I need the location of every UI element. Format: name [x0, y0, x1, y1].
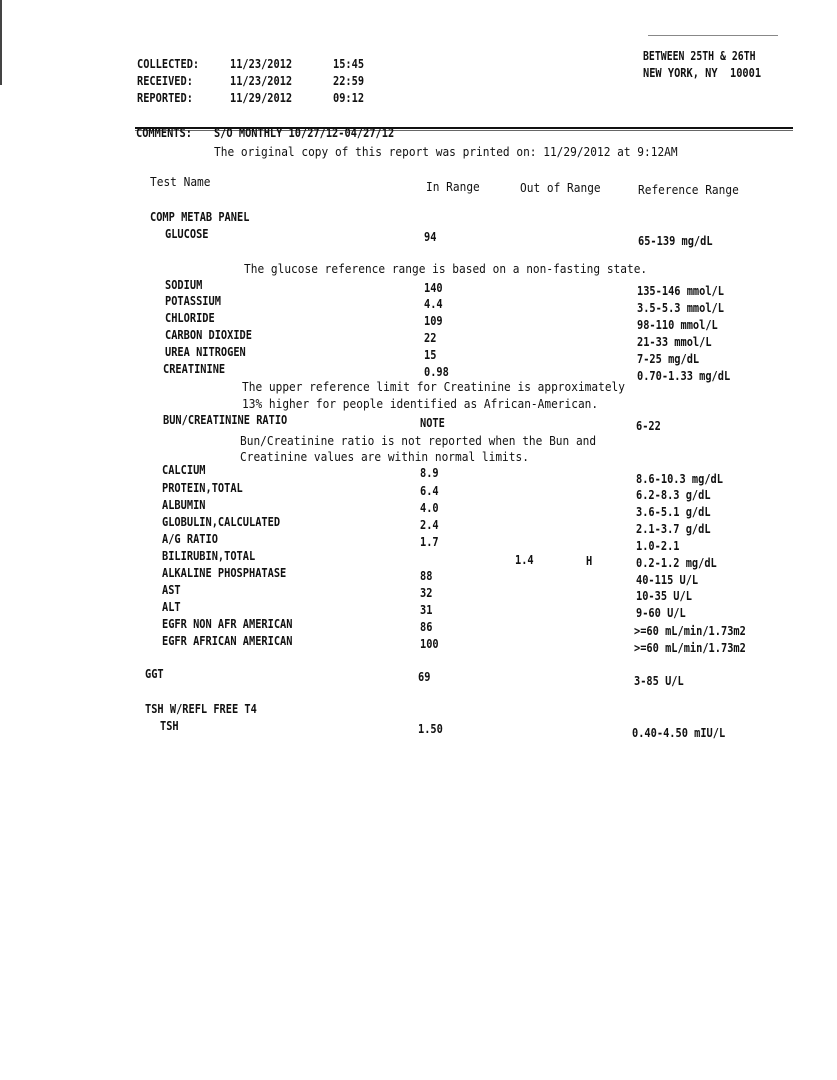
in-range-value: 94: [424, 230, 437, 244]
in-range-value: 100: [420, 637, 439, 651]
test-name: EGFR AFRICAN AMERICAN: [162, 634, 293, 648]
reference-range: >=60 mL/min/1.73m2: [634, 641, 746, 655]
reference-range: 98-110 mmol/L: [637, 318, 718, 332]
test-name: AST: [162, 583, 181, 597]
test-name: CARBON DIOXIDE: [165, 328, 252, 342]
test-name: BUN/CREATININE RATIO: [163, 413, 288, 427]
test-name: UREA NITROGEN: [165, 345, 246, 359]
page-edge-mark: [0, 0, 2, 85]
column-test-name: Test Name: [150, 175, 211, 189]
test-name: CALCIUM: [162, 463, 206, 477]
reference-range: 65-139 mg/dL: [638, 234, 713, 248]
address-line-2: NEW YORK, NY 10001: [643, 66, 762, 80]
collected-date: 11/23/2012: [230, 57, 293, 71]
test-name: SODIUM: [165, 278, 203, 292]
in-range-value: 0.98: [424, 365, 449, 379]
in-range-value: 32: [420, 586, 433, 600]
test-name: POTASSIUM: [165, 294, 221, 308]
reference-range: 3.6-5.1 g/dL: [636, 505, 711, 519]
in-range-value: 2.4: [420, 518, 439, 532]
reference-range: 3.5-5.3 mmol/L: [637, 301, 724, 315]
glucose-note: The glucose reference range is based on a non-fasting state.: [244, 262, 648, 276]
column-out-of-range: Out of Range: [520, 181, 601, 195]
reported-label: REPORTED:: [137, 91, 193, 105]
reference-range: 0.40-4.50 mIU/L: [632, 726, 726, 740]
reference-range: 21-33 mmol/L: [637, 335, 712, 349]
in-range-value: 6.4: [420, 484, 439, 498]
bun-ratio-note-1: Bun/Creatinine ratio is not reported when the Bun and: [240, 434, 597, 448]
test-name: EGFR NON AFR AMERICAN: [162, 617, 293, 631]
reference-range: 2.1-3.7 g/dL: [636, 522, 711, 536]
test-name: BILIRUBIN,TOTAL: [162, 549, 256, 563]
reference-range: 10-35 U/L: [636, 589, 692, 603]
reported-time: 09:12: [333, 91, 365, 105]
test-name: A/G RATIO: [162, 532, 218, 546]
test-name: ALT: [162, 600, 181, 614]
reference-range: 7-25 mg/dL: [637, 352, 700, 366]
reference-range: 3-85 U/L: [634, 674, 684, 688]
in-range-value: 109: [424, 314, 443, 328]
in-range-value: 86: [420, 620, 433, 634]
reference-range: 6.2-8.3 g/dL: [636, 488, 711, 502]
in-range-value: 140: [424, 281, 443, 295]
reference-range: 6-22: [636, 419, 661, 433]
test-name: CREATININE: [163, 362, 226, 376]
address-line-1: BETWEEN 25TH & 26TH: [643, 49, 756, 63]
out-of-range-value: 1.4: [515, 553, 534, 567]
reference-range: 135-146 mmol/L: [637, 284, 724, 298]
in-range-value: 1.7: [420, 535, 439, 549]
column-in-range: In Range: [426, 180, 480, 194]
in-range-value: NOTE: [420, 416, 445, 430]
panel-title-tsh: TSH W/REFL FREE T4: [145, 702, 257, 716]
in-range-value: 88: [420, 569, 433, 583]
test-name: TSH: [160, 719, 179, 733]
received-label: RECEIVED:: [137, 74, 193, 88]
test-name: CHLORIDE: [165, 311, 215, 325]
reference-range: 0.2-1.2 mg/dL: [636, 556, 717, 570]
address-cut-line: [648, 35, 778, 36]
reference-range: 9-60 U/L: [636, 606, 686, 620]
comments-text: S/O MONTHLY 10/27/12-04/27/12: [214, 126, 395, 140]
received-time: 22:59: [333, 74, 365, 88]
column-reference-range: Reference Range: [638, 183, 739, 197]
in-range-value: 4.4: [424, 297, 443, 311]
reference-range: 8.6-10.3 mg/dL: [636, 472, 723, 486]
test-name: ALBUMIN: [162, 498, 206, 512]
test-name: PROTEIN,TOTAL: [162, 481, 243, 495]
received-date: 11/23/2012: [230, 74, 293, 88]
in-range-value: 15: [424, 348, 437, 362]
reference-range: 0.70-1.33 mg/dL: [637, 369, 731, 383]
reported-date: 11/29/2012: [230, 91, 293, 105]
test-name: GLOBULIN,CALCULATED: [162, 515, 281, 529]
comments-label: COMMENTS:: [136, 126, 192, 140]
creatinine-note-2: 13% higher for people identified as African-American.: [242, 397, 599, 411]
bun-ratio-note-2: Creatinine values are within normal limits.: [240, 450, 529, 464]
in-range-value: 69: [418, 670, 431, 684]
test-name: GLUCOSE: [165, 227, 209, 241]
collected-time: 15:45: [333, 57, 365, 71]
in-range-value: 22: [424, 331, 437, 345]
test-name: ALKALINE PHOSPHATASE: [162, 566, 287, 580]
in-range-value: 31: [420, 603, 433, 617]
printed-note: The original copy of this report was printed on: 11/29/2012 at 9:12AM: [214, 145, 678, 159]
reference-range: 40-115 U/L: [636, 573, 699, 587]
high-flag: H: [586, 554, 593, 568]
creatinine-note-1: The upper reference limit for Creatinine is approximately: [242, 380, 625, 394]
in-range-value: 4.0: [420, 501, 439, 515]
reference-range: 1.0-2.1: [636, 539, 680, 553]
collected-label: COLLECTED:: [137, 57, 200, 71]
panel-title-comp-metab: COMP METAB PANEL: [150, 210, 250, 224]
in-range-value: 1.50: [418, 722, 443, 736]
in-range-value: 8.9: [420, 466, 439, 480]
reference-range: >=60 mL/min/1.73m2: [634, 624, 746, 638]
test-name: GGT: [145, 667, 164, 681]
